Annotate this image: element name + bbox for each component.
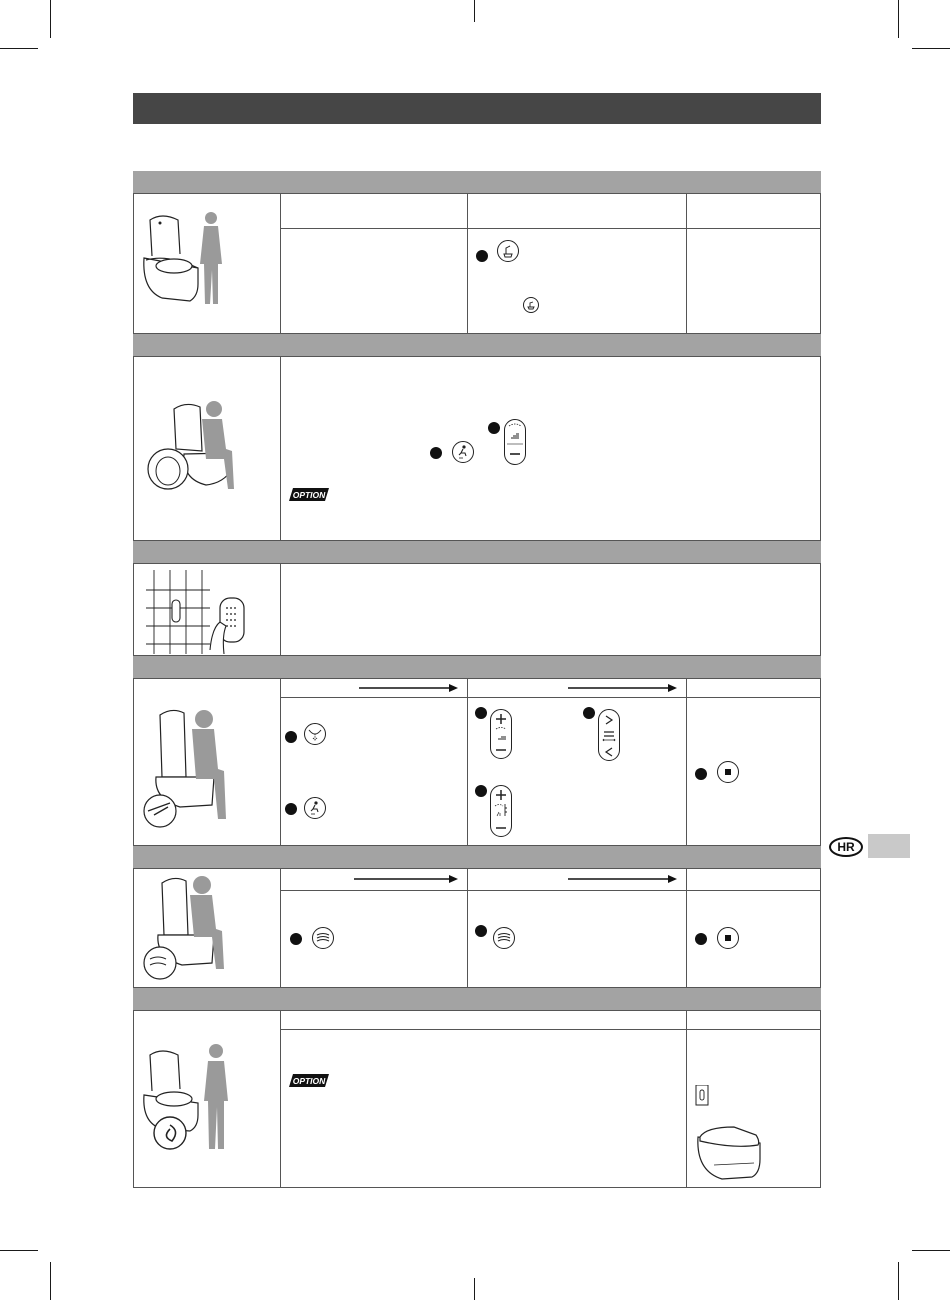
seated-user-illustration — [144, 399, 239, 499]
section-band-5 — [133, 846, 821, 868]
stop-icon[interactable] — [717, 927, 739, 949]
crop-mark — [474, 1278, 475, 1300]
section-panel-1 — [133, 193, 821, 334]
lady-wash-icon[interactable] — [304, 723, 326, 745]
temperature-plus-minus-icon[interactable] — [490, 785, 512, 837]
section-panel-2 — [133, 356, 821, 541]
dryer-icon[interactable] — [493, 927, 515, 949]
step-arrow-icon — [359, 683, 459, 693]
section-band-2 — [133, 334, 821, 356]
wall-remote-holder-illustration — [140, 570, 250, 654]
dryer-icon[interactable] — [312, 927, 334, 949]
crop-mark — [898, 1262, 899, 1300]
seated-user-wash-illustration — [140, 707, 250, 837]
section-band-6 — [133, 988, 821, 1010]
section-band-1 — [133, 171, 821, 193]
intensity-plus-minus-icon[interactable] — [504, 419, 526, 465]
option-logo-icon — [289, 488, 329, 501]
section-panel-3 — [133, 563, 821, 656]
crop-mark — [912, 1250, 950, 1251]
crop-mark — [912, 48, 950, 49]
section-band-3 — [133, 541, 821, 563]
section-panel-6 — [133, 1010, 821, 1188]
crop-mark — [0, 48, 38, 49]
option-label: OPTION — [292, 490, 326, 500]
posterior-wash-icon[interactable] — [304, 797, 326, 819]
crop-mark — [50, 0, 51, 38]
crop-mark — [0, 1250, 38, 1251]
intensity-plus-minus-icon[interactable] — [490, 709, 512, 759]
stop-icon[interactable] — [717, 761, 739, 783]
step-arrow-icon — [568, 874, 678, 884]
crop-mark — [474, 0, 475, 22]
posterior-wash-icon[interactable] — [452, 441, 474, 463]
step-arrow-icon — [568, 683, 678, 693]
section-band-4 — [133, 656, 821, 678]
lid-open-icon[interactable] — [523, 297, 539, 313]
lid-open-icon[interactable] — [497, 240, 519, 262]
page-title-bar — [133, 93, 821, 124]
section-panel-5 — [133, 868, 821, 988]
crop-mark — [50, 1262, 51, 1300]
section-panel-4 — [133, 678, 821, 846]
toilet-lid-open-person-illustration — [138, 208, 248, 318]
crop-mark — [898, 0, 899, 38]
option-logo-icon — [289, 1074, 329, 1087]
language-badge: HR — [829, 837, 863, 857]
position-forward-back-icon[interactable] — [598, 709, 620, 761]
option-label: OPTION — [292, 1076, 326, 1086]
toilet-flush-person-illustration — [138, 1041, 248, 1156]
step-arrow-icon — [354, 874, 459, 884]
language-side-tab — [868, 834, 910, 858]
flush-plate-toilet-illustration — [694, 1085, 774, 1183]
seated-user-dryer-illustration — [140, 873, 250, 983]
